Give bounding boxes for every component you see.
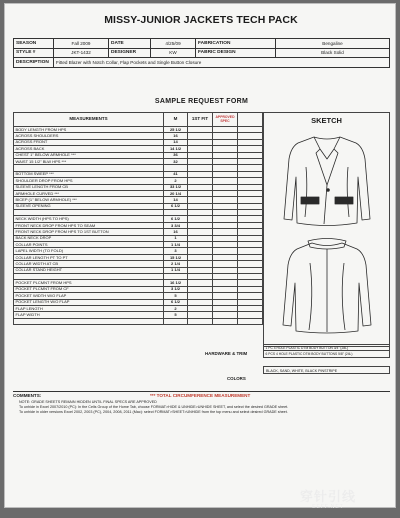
measurement-value-m: 2 xyxy=(164,305,188,311)
description-label: DESCRIPTION xyxy=(14,58,54,68)
circumference-note: *** TOTAL CIRCUMFERENCE MEASUREMENT xyxy=(150,393,251,398)
measurement-name: SLEEVE LENGTH FROM CB xyxy=(14,184,164,190)
comments-label: COMMENTS: xyxy=(13,393,42,398)
comment-note: NOTE: GRADE SHEETS REMAIN HIDDEN UNTIL FINAL SPECS ARE APPROVED xyxy=(19,400,157,404)
measurement-value-m: 15 1/2 xyxy=(164,254,188,260)
measurement-cell xyxy=(213,318,238,324)
measurement-value-m: 16 1/2 xyxy=(164,280,188,286)
measurement-name: NECK WIDTH (HPS TO HPS) xyxy=(14,216,164,222)
comment-note: To unhide in older versions Excel 2002, 2003 (PC), 2004, 2008, 2011 (Mac): select FORMAT>SHEET>UNHIDE from the top menu and select desired GRADE sheet. xyxy=(19,409,288,414)
header-row-style xyxy=(14,48,390,58)
tech-pack-sheet xyxy=(4,3,396,508)
measurement-name: FRONT NECK DROP FROM HPS TO SEAM xyxy=(14,222,164,228)
measurement-name: BACK NECK DROP xyxy=(14,235,164,241)
measurement-cell xyxy=(164,318,188,324)
col-1st-fit: 1ST FIT xyxy=(188,113,213,127)
measurement-value-m: 3 1/2 xyxy=(164,286,188,292)
measurement-value-m: 3 3/4 xyxy=(164,222,188,228)
hardware-item: 1 PC 4 HOLE PLASTIC DTM BODY BUTTON 3/4" (28L) xyxy=(263,344,390,351)
measurement-name: BICEP (1" BELOW ARMHOLE) *** xyxy=(14,197,164,203)
style-value: JKT-1432 xyxy=(54,48,109,58)
measurement-name: ARMHOLE CURVED *** xyxy=(14,190,164,196)
measurement-value-m: 1 xyxy=(164,235,188,241)
measurement-name: FLAP WIDTH xyxy=(14,312,164,318)
measurement-value-m: 5 xyxy=(164,312,188,318)
measurement-name: SLEEVE OPENING xyxy=(14,203,164,209)
measurement-name: COLLAR STAND HEIGHT xyxy=(14,267,164,273)
sketch-title: SKETCH xyxy=(311,116,342,125)
comments-header xyxy=(13,392,390,400)
measurement-value-m: 25 1/2 xyxy=(164,127,188,133)
measurement-name: POCKET LENGTH W/O FLAP xyxy=(14,299,164,305)
season-label: SEASON xyxy=(14,39,54,49)
measurement-name: POCKET PLCMNT FROM HPS xyxy=(14,280,164,286)
measurement-value-m: 14 xyxy=(164,139,188,145)
measurement-name: WAIST 15 1/2" BLW HPS *** xyxy=(14,158,164,164)
measurement-value-m: 16 xyxy=(164,133,188,139)
hardware-item: 6 PCS 4 HOLE PLASTIC DTM BODY BUTTONS 5/8" (24L) xyxy=(263,351,390,358)
measurement-spacer-row xyxy=(14,318,263,324)
measurement-value-m: 5 xyxy=(164,293,188,299)
hardware-trim-box xyxy=(263,344,390,358)
col-measurements: MEASUREMENTS xyxy=(14,113,164,127)
measurement-value-m: 16 xyxy=(164,229,188,235)
col-m: M xyxy=(164,113,188,127)
col-blank xyxy=(238,113,263,127)
fabrication-value: Bengaline xyxy=(276,39,390,49)
measurement-name: FRONT NECK DROP FROM HPS TO 1ST BUTTON xyxy=(14,229,164,235)
header-row-season xyxy=(14,39,390,49)
watermark-text: 穿针引线 xyxy=(300,490,357,505)
measurement-value-m: 3 xyxy=(164,248,188,254)
date-label: DATE xyxy=(109,39,151,49)
measurement-value-m: 1 1/4 xyxy=(164,267,188,273)
measurement-name: POCKET WIDTH W/O FLAP xyxy=(14,293,164,299)
measurement-value-m: 6 1/2 xyxy=(164,216,188,222)
measurement-name: ACROSS BACK xyxy=(14,146,164,152)
measurement-name: COLLAR POINTS xyxy=(14,242,164,248)
header-table xyxy=(13,38,390,68)
measurement-name: ACROSS SHOULDERS xyxy=(14,133,164,139)
comment-note: To unhide in Excel 2007/2010 (PC): In the Cells Group of the Home Tab, choose FORMAT>HIDE & UNHIDE>UNHIDE SHEET, and select the desired GRADE sheet. xyxy=(19,404,289,409)
measurement-name: COLLAR LENGTH PT TO PT xyxy=(14,254,164,260)
fabric-design-label: FABRIC DESIGN xyxy=(196,48,276,58)
measurement-name: SHOULDER DROP FROM HPS xyxy=(14,178,164,184)
measurement-name: FLAP LENGTH xyxy=(14,305,164,311)
measurement-value-m: 32 xyxy=(164,158,188,164)
colors-value: BLACK, SAND, WHITE, BLACK PINSTRIPE xyxy=(263,366,390,374)
measurement-name: BOTTOM SWEEP *** xyxy=(14,171,164,177)
hardware-trim-label: HARDWARE & TRIM xyxy=(205,351,248,356)
measurement-name: LAPEL WIDTH (TO FOLD) xyxy=(14,248,164,254)
measurement-cell xyxy=(14,318,164,324)
measurement-value-m: 14 1/2 xyxy=(164,146,188,152)
blazer-front-sketch xyxy=(264,127,391,237)
blazer-back-sketch xyxy=(264,233,391,345)
measurement-value-m: 14 xyxy=(164,197,188,203)
date-value: 4/25/09 xyxy=(151,39,196,49)
style-label: STYLE # xyxy=(14,48,54,58)
measurement-cell xyxy=(238,318,263,324)
sample-request-title: SAMPLE REQUEST FORM xyxy=(154,98,249,105)
measurement-name: COLLAR WIDTH AT CB xyxy=(14,261,164,267)
measurement-name: ACROSS FRONT xyxy=(14,139,164,145)
sketch-box xyxy=(263,112,390,347)
designer-label: DESIGNER xyxy=(109,48,151,58)
fabric-design-value: Black Solid xyxy=(276,48,390,58)
watermark xyxy=(300,486,356,510)
measurement-cell xyxy=(188,318,213,324)
watermark-subtext: EEFF.NET xyxy=(312,504,344,510)
measurement-name: POCKET PLCMNT FROM CF xyxy=(14,286,164,292)
measurement-value-m: 2 xyxy=(164,178,188,184)
colors-label: COLORS xyxy=(227,376,246,381)
measurement-name: CHEST 1" BELOW ARMHOLE *** xyxy=(14,152,164,158)
page-title: MISSY-JUNIOR JACKETS TECH PACK xyxy=(104,14,298,26)
measurements-body xyxy=(14,113,263,325)
fabrication-label: FABRICATION xyxy=(196,39,276,49)
measurement-value-m: 6 1/2 xyxy=(164,203,188,209)
measurement-value-m: 36 xyxy=(164,152,188,158)
season-value: Fall 2009 xyxy=(54,39,109,49)
measurement-value-m: 20 1/4 xyxy=(164,190,188,196)
measurement-name: BODY LENGTH FROM HPS xyxy=(14,127,164,133)
designer-value: KW xyxy=(151,48,196,58)
description-value: Fitted Blazer with Notch Collar, Flap Pockets and Single Button Closure xyxy=(54,58,390,68)
measurement-value-m: 33 1/2 xyxy=(164,184,188,190)
measurements-header-row xyxy=(14,113,263,127)
measurement-value-m: 6 1/2 xyxy=(164,299,188,305)
header-row-description xyxy=(14,58,390,68)
measurements-table xyxy=(13,112,263,325)
col-approved-spec: APPROVED SPEC xyxy=(213,113,238,127)
measurement-value-m: 2 1/4 xyxy=(164,261,188,267)
comments-section xyxy=(13,391,390,415)
measurement-value-m: 41 xyxy=(164,171,188,177)
measurement-value-m: 1 1/4 xyxy=(164,242,188,248)
